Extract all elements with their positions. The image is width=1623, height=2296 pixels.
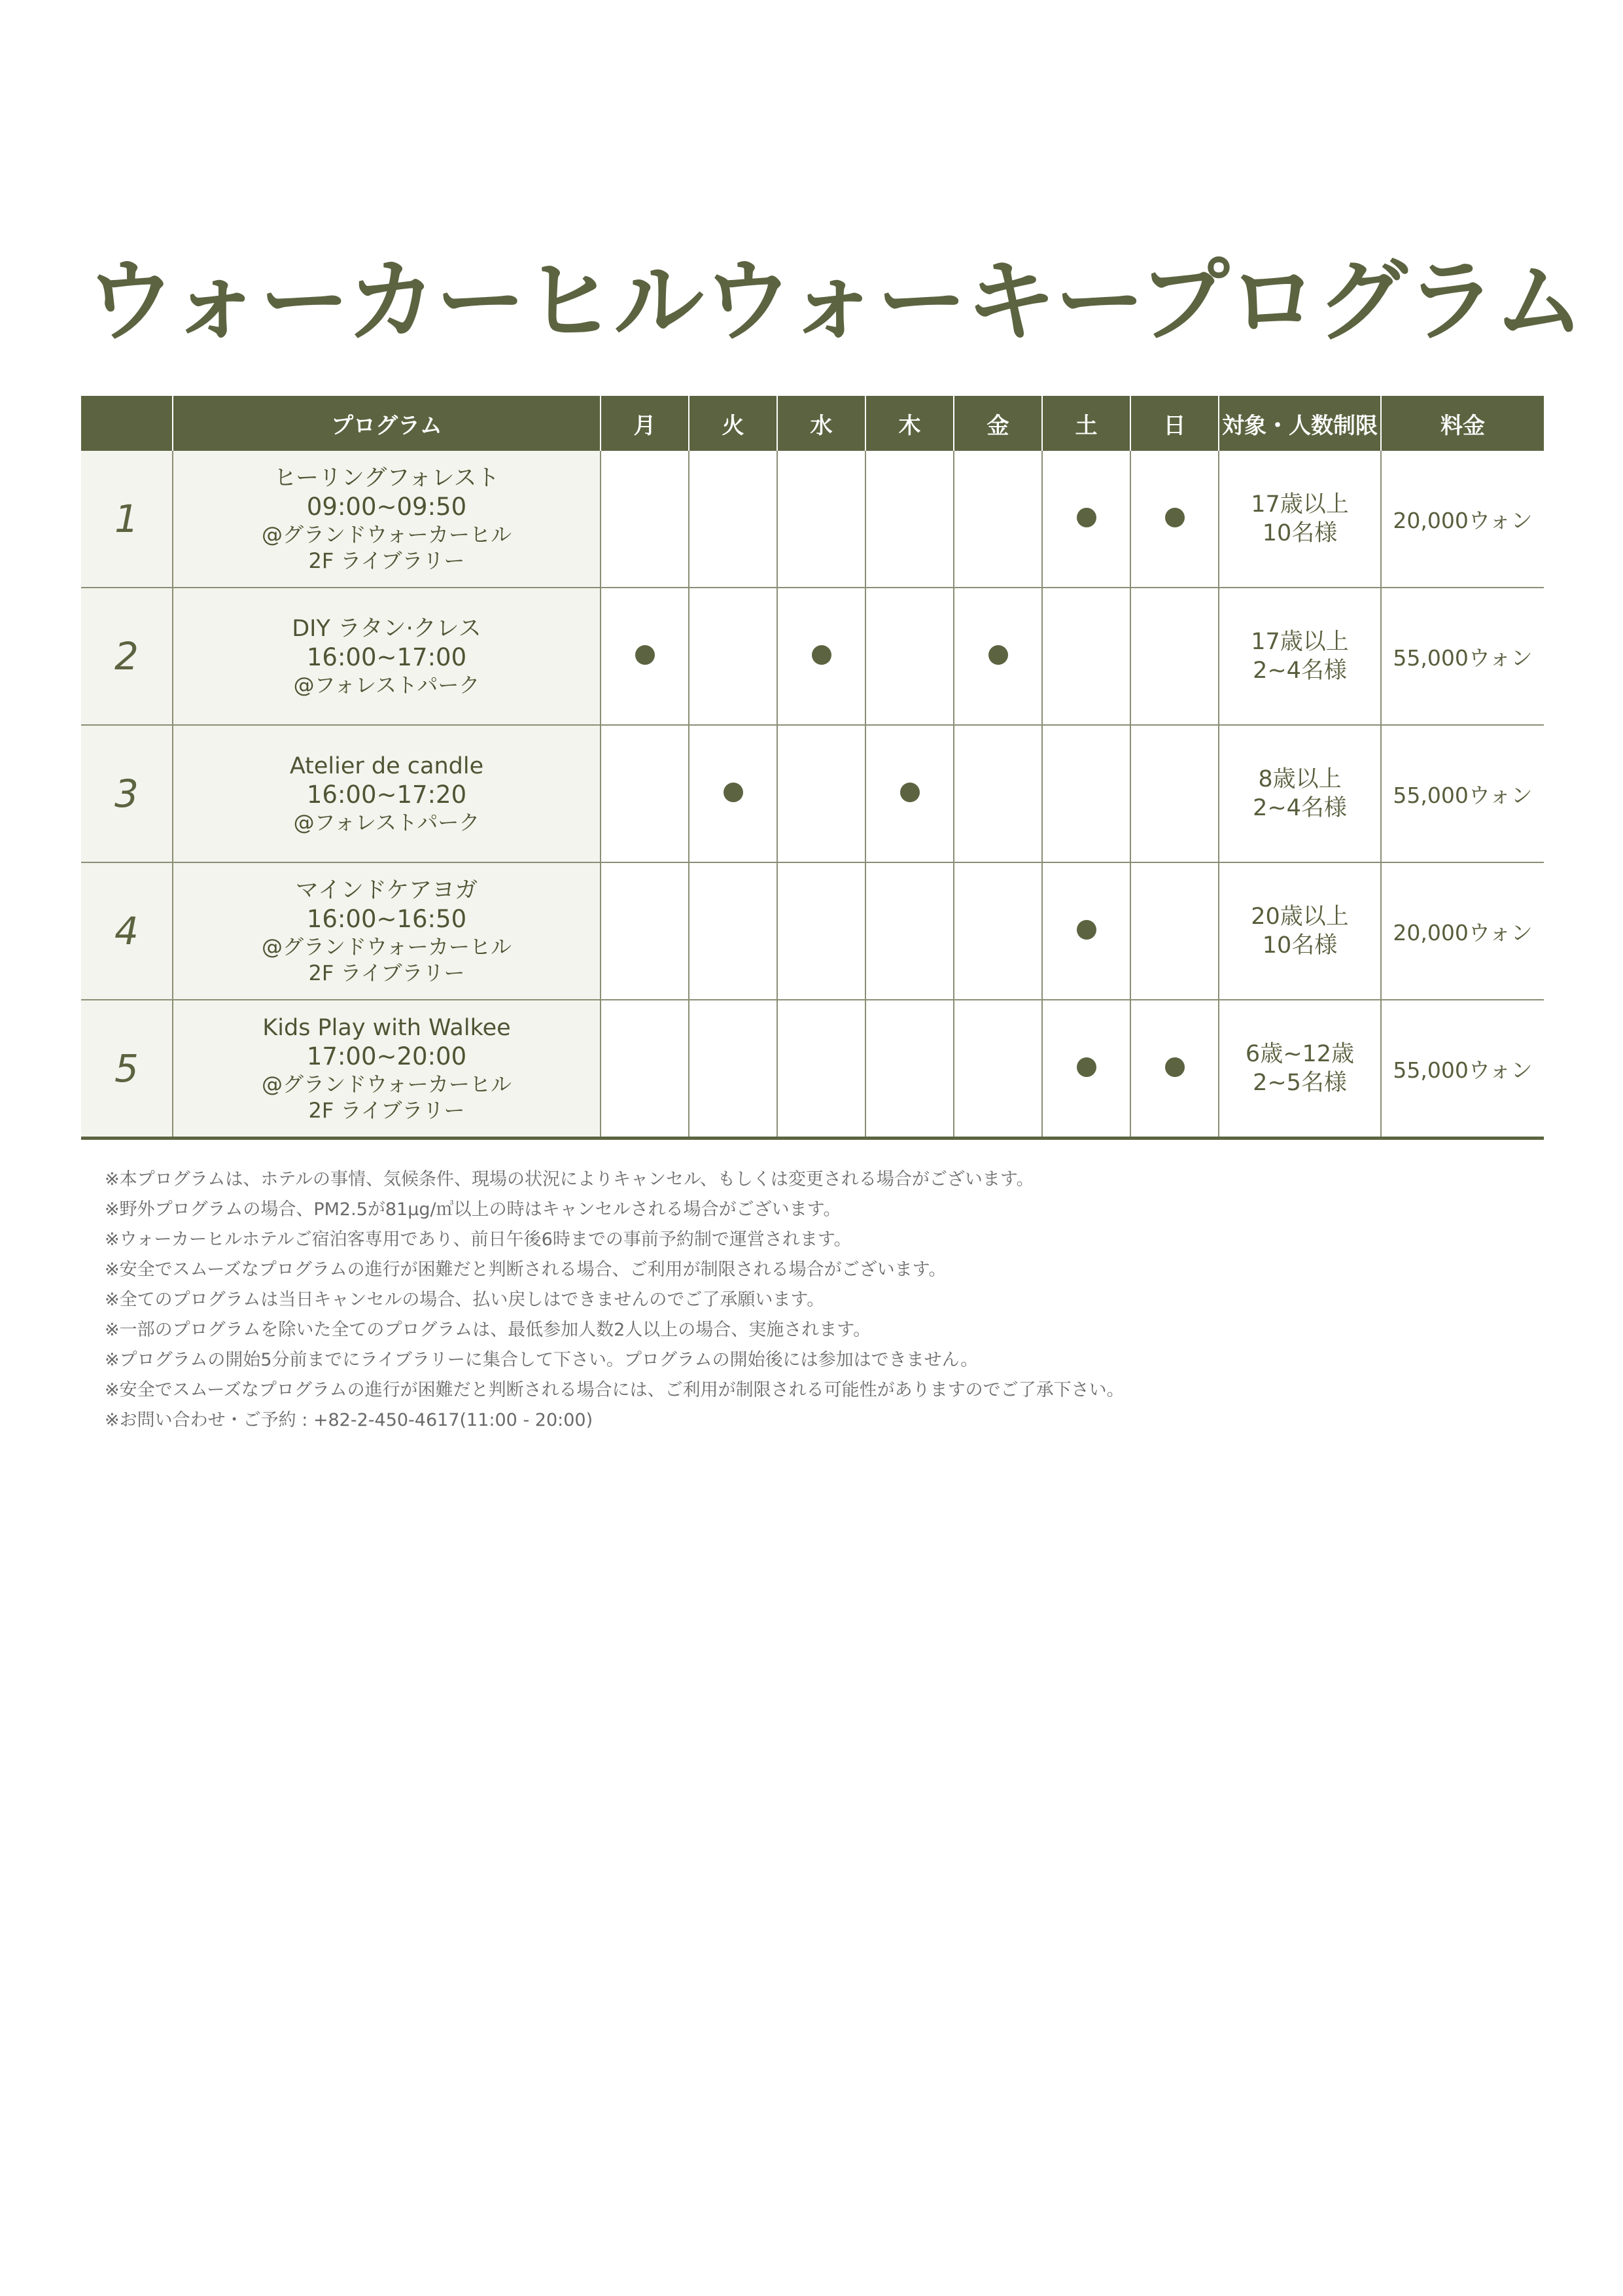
program-location: @グランドウォーカーヒル: [261, 522, 512, 547]
header-day-sat: 土: [1042, 396, 1130, 451]
day-cell: [1042, 451, 1130, 588]
note-item: ※安全でスムーズなプログラムの進行が困難だと判断される場合、ご利用が制限される場合がございます。: [105, 1260, 947, 1280]
target-cell: [1219, 451, 1381, 588]
day-cell: [1042, 1000, 1130, 1139]
program-time: 16:00~16:50: [306, 905, 467, 933]
day-cell: [689, 1000, 777, 1139]
price-cell: 20,000ウォン: [1381, 451, 1544, 588]
day-cell: [601, 1000, 689, 1139]
day-cell: [1042, 862, 1130, 1000]
table-row: [81, 862, 1544, 1000]
day-cell: [1130, 725, 1219, 862]
table-row: [81, 451, 1544, 588]
notes-list: [105, 1165, 1125, 1436]
header-day-thu: 木: [865, 396, 954, 451]
day-cell: [1130, 451, 1219, 588]
price-cell: 55,000ウォン: [1381, 1000, 1544, 1139]
program-location: @グランドウォーカーヒル: [261, 1072, 512, 1097]
program-time: 09:00~09:50: [306, 493, 467, 521]
day-cell: [689, 451, 777, 588]
day-cell: [865, 588, 954, 725]
day-cell: [601, 451, 689, 588]
available-dot-icon: [812, 645, 831, 665]
available-dot-icon: [1077, 1057, 1096, 1077]
header-price: 料金: [1381, 396, 1544, 451]
available-dot-icon: [635, 645, 655, 665]
day-cell: [954, 725, 1042, 862]
day-cell: [777, 725, 865, 862]
target-capacity: 2~4名様: [1253, 795, 1347, 821]
note-item: ※安全でスムーズなプログラムの進行が困難だと判断される場合には、ご利用が制限される可能性がありますのでご了承下さい。: [105, 1380, 1125, 1400]
program-cell: [173, 1000, 601, 1139]
day-cell: [689, 862, 777, 1000]
program-time: 16:00~17:20: [306, 781, 467, 809]
day-cell: [954, 1000, 1042, 1139]
day-cell: [689, 588, 777, 725]
target-age: 17歳以上: [1251, 629, 1349, 655]
note-item: ※一部のプログラムを除いた全てのプログラムは、最低参加人数2人以上の場合、実施されます。: [105, 1320, 871, 1340]
target-capacity: 2~5名様: [1253, 1070, 1347, 1096]
target-cell: [1219, 1000, 1381, 1139]
note-item: ※全てのプログラムは当日キャンセルの場合、払い戻しはできませんのでご了承願います。: [105, 1290, 825, 1310]
header-number: [81, 396, 173, 451]
header-day-fri: 金: [954, 396, 1042, 451]
program-name: Atelier de candle: [289, 753, 484, 779]
target-cell: [1219, 588, 1381, 725]
program-name: ヒーリングフォレスト: [273, 465, 500, 491]
table-header-row: [81, 396, 1544, 451]
program-cell: [173, 862, 601, 1000]
program-location: @フォレストパーク: [293, 810, 480, 835]
target-age: 8歳以上: [1258, 766, 1342, 792]
target-cell: [1219, 725, 1381, 862]
price-cell: 20,000ウォン: [1381, 862, 1544, 1000]
day-cell: [601, 725, 689, 862]
price-cell: 55,000ウォン: [1381, 725, 1544, 862]
program-location-detail: 2F ライブラリー: [308, 1098, 465, 1123]
target-capacity: 10名様: [1262, 520, 1338, 546]
table-row: [81, 588, 1544, 725]
day-cell: [865, 862, 954, 1000]
day-cell: [954, 451, 1042, 588]
target-age: 17歳以上: [1251, 491, 1349, 518]
header-program: プログラム: [173, 396, 601, 451]
note-item: ※ウォーカーヒルホテルご宿泊客専用であり、前日午後6時までの事前予約制で運営されます。: [105, 1229, 852, 1250]
row-number: 2: [81, 588, 173, 725]
target-cell: [1219, 862, 1381, 1000]
day-cell: [1130, 862, 1219, 1000]
row-number: 5: [81, 1000, 173, 1139]
day-cell: [1130, 588, 1219, 725]
target-capacity: 2~4名様: [1253, 658, 1347, 684]
note-item: ※野外プログラムの場合、PM2.5が81μg/㎥以上の時はキャンセルされる場合がございます。: [105, 1199, 841, 1220]
available-dot-icon: [724, 783, 743, 802]
program-cell: [173, 588, 601, 725]
program-time: 16:00~17:00: [306, 643, 467, 671]
available-dot-icon: [988, 645, 1008, 665]
day-cell: [601, 588, 689, 725]
table-body: [81, 451, 1544, 1139]
row-number: 4: [81, 862, 173, 1000]
header-day-mon: 月: [601, 396, 689, 451]
program-cell: [173, 451, 601, 588]
note-item: ※本プログラムは、ホテルの事情、気候条件、現場の状況によりキャンセル、もしくは変更される場合がございます。: [105, 1169, 1034, 1190]
day-cell: [865, 725, 954, 862]
program-schedule-table: [81, 396, 1544, 1140]
program-location-detail: 2F ライブラリー: [308, 961, 465, 985]
day-cell: [777, 588, 865, 725]
day-cell: [865, 451, 954, 588]
program-location: @グランドウォーカーヒル: [261, 934, 512, 959]
header-day-sun: 日: [1130, 396, 1219, 451]
target-age: 20歳以上: [1251, 904, 1349, 930]
program-cell: [173, 725, 601, 862]
row-number: 1: [81, 451, 173, 588]
row-number: 3: [81, 725, 173, 862]
day-cell: [954, 588, 1042, 725]
day-cell: [954, 862, 1042, 1000]
available-dot-icon: [900, 783, 920, 802]
day-cell: [601, 862, 689, 1000]
day-cell: [777, 1000, 865, 1139]
day-cell: [777, 451, 865, 588]
header-target: 対象・人数制限: [1219, 396, 1381, 451]
day-cell: [1042, 588, 1130, 725]
available-dot-icon: [1077, 920, 1096, 940]
day-cell: [865, 1000, 954, 1139]
target-age: 6歳~12歳: [1245, 1041, 1355, 1067]
day-cell: [777, 862, 865, 1000]
program-time: 17:00~20:00: [306, 1042, 467, 1070]
available-dot-icon: [1165, 1057, 1185, 1077]
available-dot-icon: [1165, 508, 1185, 527]
page-title: ウォーカーヒルウォーキープログラム: [85, 249, 1583, 354]
program-name: マインドケアヨガ: [295, 877, 478, 904]
table-row: [81, 1000, 1544, 1139]
day-cell: [689, 725, 777, 862]
header-day-wed: 水: [777, 396, 865, 451]
day-cell: [1042, 725, 1130, 862]
target-capacity: 10名様: [1262, 932, 1338, 959]
available-dot-icon: [1077, 508, 1096, 527]
note-item: ※お問い合わせ・ご予約 : +82-2-450-4617(11:00 - 20:00): [105, 1410, 593, 1430]
header-day-tue: 火: [689, 396, 777, 451]
program-name: DIY ラタン·クレス: [292, 616, 481, 642]
table-row: [81, 725, 1544, 862]
program-location-detail: 2F ライブラリー: [308, 548, 465, 573]
price-cell: 55,000ウォン: [1381, 588, 1544, 725]
day-cell: [1130, 1000, 1219, 1139]
note-item: ※プログラムの開始5分前までにライブラリーに集合して下さい。プログラムの開始後には参加はできません。: [105, 1350, 979, 1370]
program-location: @フォレストパーク: [293, 673, 480, 698]
program-name: Kids Play with Walkee: [262, 1015, 511, 1041]
